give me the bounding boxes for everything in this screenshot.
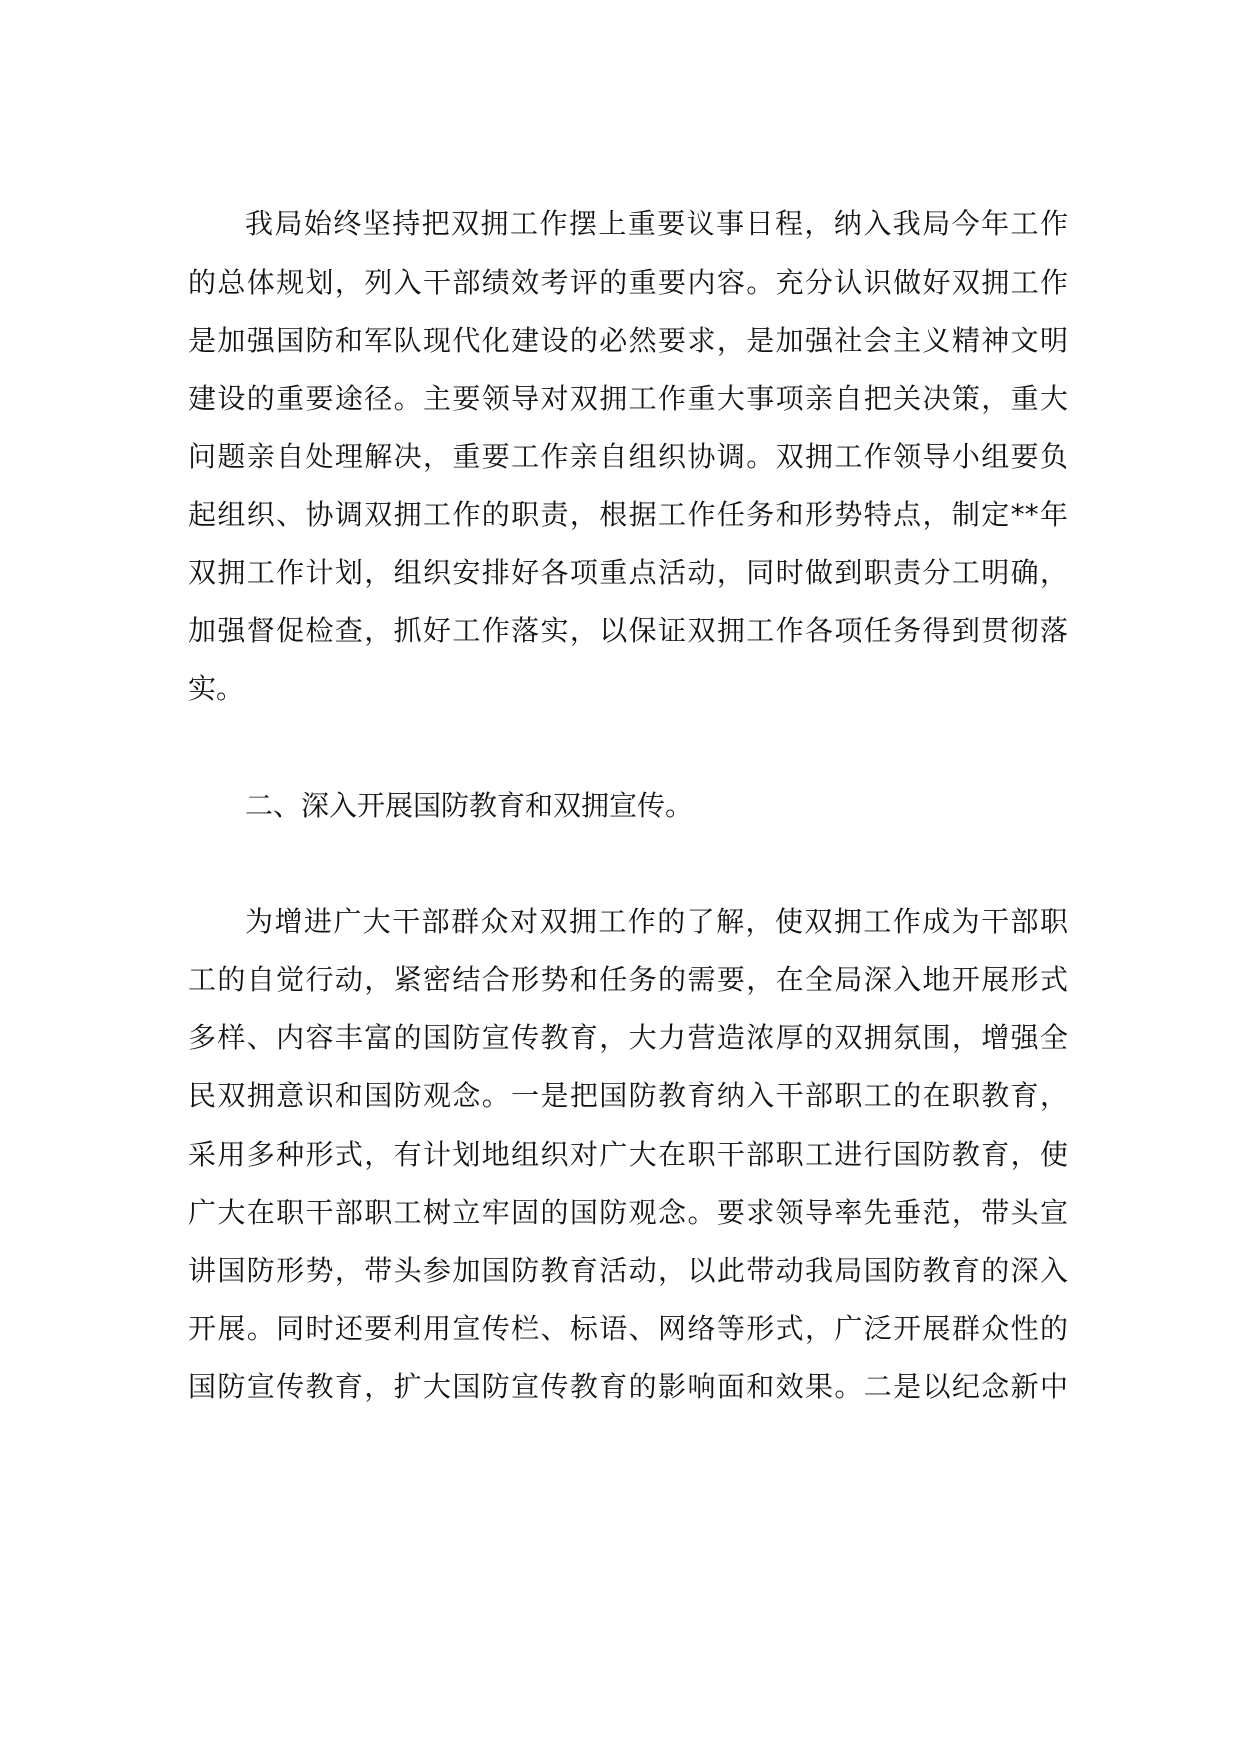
paragraph-1-line-1: 我局始终坚持把双拥工作摆上重要议事日程，纳入我局今年工作: [245, 207, 1068, 240]
section-heading-2: 二、深入开展国防教育和双拥宣传。: [245, 789, 694, 822]
paragraph-2-line-5: 采用多种形式，有计划地组织对广大在职干部职工进行国防教育，使: [188, 1138, 1068, 1171]
paragraph-2-line-6: 广大在职干部职工树立牢固的国防观念。要求领导率先垂范，带头宣: [188, 1196, 1068, 1229]
paragraph-2-line-3: 多样、内容丰富的国防宣传教育，大力营造浓厚的双拥氛围，增强全: [188, 1021, 1068, 1054]
paragraph-2-line-7: 讲国防形势，带头参加国防教育活动，以此带动我局国防教育的深入: [188, 1254, 1068, 1287]
paragraph-1-line-8: 加强督促检查，抓好工作落实，以保证双拥工作各项任务得到贯彻落: [188, 614, 1068, 647]
paragraph-1-line-4: 建设的重要途径。主要领导对双拥工作重大事项亲自把关决策，重大: [188, 382, 1068, 415]
paragraph-2-line-1: 为增进广大干部群众对双拥工作的了解，使双拥工作成为干部职: [245, 905, 1068, 938]
paragraph-2-line-2: 工的自觉行动，紧密结合形势和任务的需要，在全局深入地开展形式: [188, 963, 1068, 996]
paragraph-2-line-8: 开展。同时还要利用宣传栏、标语、网络等形式，广泛开展群众性的: [188, 1312, 1068, 1345]
paragraph-2-line-4: 民双拥意识和国防观念。一是把国防教育纳入干部职工的在职教育，: [188, 1079, 1068, 1112]
paragraph-1-line-7: 双拥工作计划，组织安排好各项重点活动，同时做到职责分工明确，: [188, 556, 1068, 589]
paragraph-1-line-3: 是加强国防和军队现代化建设的必然要求，是加强社会主义精神文明: [188, 324, 1068, 357]
paragraph-1-line-6: 起组织、协调双拥工作的职责，根据工作任务和形势特点，制定**年: [188, 498, 1068, 531]
paragraph-2-line-9: 国防宣传教育，扩大国防宣传教育的影响面和效果。二是以纪念新中: [188, 1370, 1068, 1403]
paragraph-1-line-5: 问题亲自处理解决，重要工作亲自组织协调。双拥工作领导小组要负: [188, 440, 1068, 473]
paragraph-1-line-9: 实。: [188, 672, 245, 705]
paragraph-1-line-2: 的总体规划，列入干部绩效考评的重要内容。充分认识做好双拥工作: [188, 266, 1068, 299]
